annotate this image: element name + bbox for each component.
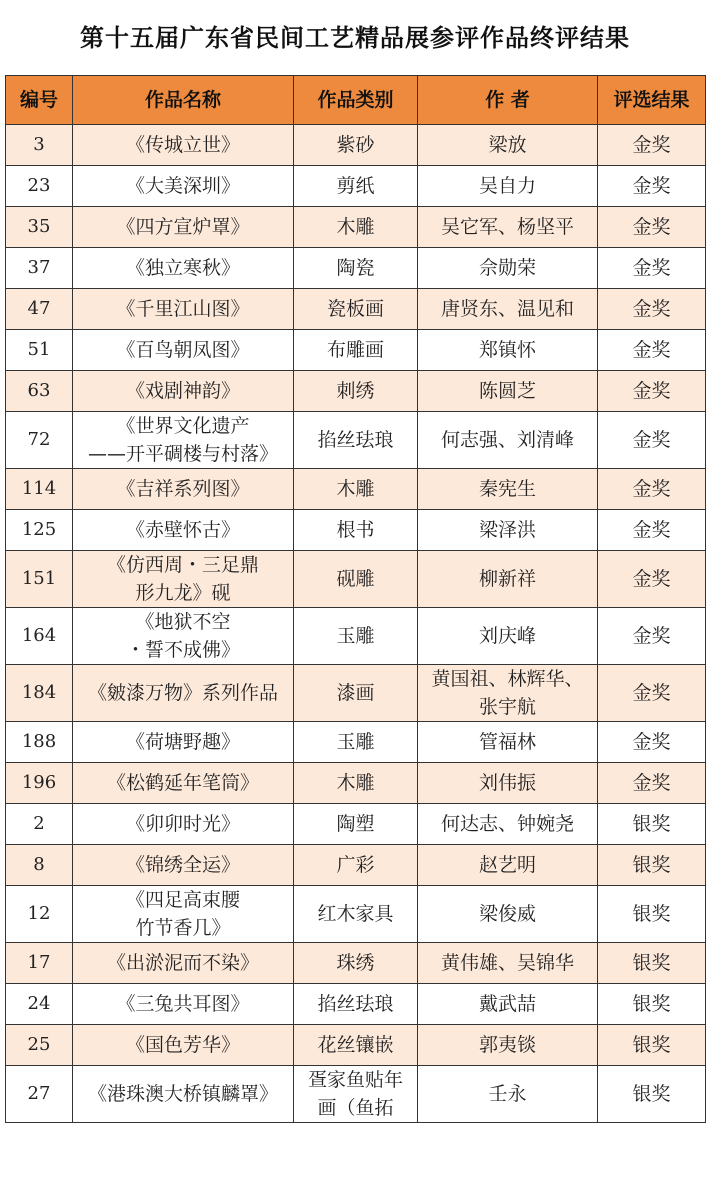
cell-category: [294, 330, 418, 371]
cell-number: 184: [6, 665, 73, 722]
cell-work-name-line: ・誓不成佛》: [125, 639, 240, 661]
table-row: [6, 330, 706, 371]
cell-category-line: 木雕: [336, 772, 375, 794]
cell-author-line: 赵艺明: [478, 854, 536, 876]
cell-work-name-line: 《戏剧神韵》: [125, 380, 240, 402]
cell-author: [418, 984, 598, 1025]
table-row: [6, 412, 706, 469]
cell-category-line: 玉雕: [336, 625, 375, 647]
cell-category: [294, 984, 418, 1025]
cell-author: [418, 1025, 598, 1066]
cell-author-line: 管福林: [478, 731, 536, 753]
table-body: [6, 125, 706, 1123]
column-header-author: 作 者: [418, 76, 598, 125]
cell-work-name: [73, 1066, 294, 1123]
cell-category-line: 瓷板画: [326, 298, 384, 320]
cell-work-name-line: 《世界文化遗产: [116, 415, 250, 437]
cell-result: 银奖: [598, 1025, 706, 1066]
cell-category-line: 画（鱼拓: [317, 1097, 394, 1119]
column-header-result: 评选结果: [598, 76, 706, 125]
cell-number: 2: [6, 804, 73, 845]
cell-author: [418, 469, 598, 510]
cell-author-line: 张宇航: [478, 696, 536, 718]
table-row: [6, 845, 706, 886]
cell-author: [418, 412, 598, 469]
cell-category-line: 疍家鱼贴年: [307, 1069, 403, 1091]
cell-work-name-line: 《三兔共耳图》: [116, 993, 250, 1015]
cell-result: 银奖: [598, 984, 706, 1025]
cell-author-line: 郭夷锬: [478, 1034, 536, 1056]
cell-work-name-line: 《传城立世》: [125, 134, 240, 156]
cell-category: [294, 1025, 418, 1066]
cell-category-line: 陶瓷: [336, 257, 375, 279]
column-header-number: 编号: [6, 76, 73, 125]
cell-author: [418, 125, 598, 166]
cell-work-name-line: 《千里江山图》: [116, 298, 250, 320]
table-row: [6, 207, 706, 248]
cell-work-name-line: ——开平碉楼与村落》: [87, 443, 278, 465]
results-table: [5, 75, 706, 1123]
cell-author: [418, 207, 598, 248]
table-header-row: [6, 76, 706, 125]
cell-number: 37: [6, 248, 73, 289]
cell-author-line: 梁放: [488, 134, 527, 156]
cell-number: 125: [6, 510, 73, 551]
cell-author-line: 何达志、钟婉尧: [440, 813, 574, 835]
cell-category: [294, 722, 418, 763]
table-row: [6, 510, 706, 551]
cell-work-name: [73, 207, 294, 248]
cell-category-line: 花丝镶嵌: [317, 1034, 394, 1056]
cell-author: [418, 608, 598, 665]
cell-work-name: [73, 1025, 294, 1066]
cell-author-line: 梁俊威: [478, 903, 536, 925]
cell-work-name-line: 《出淤泥而不染》: [106, 952, 259, 974]
cell-work-name-line: 竹节香几》: [135, 917, 231, 939]
table-row: [6, 804, 706, 845]
cell-work-name: [73, 330, 294, 371]
column-header-category: 作品类别: [294, 76, 418, 125]
cell-result: 银奖: [598, 1066, 706, 1123]
table-row: [6, 551, 706, 608]
cell-category-line: 紫砂: [336, 134, 375, 156]
cell-work-name: [73, 248, 294, 289]
cell-category: [294, 943, 418, 984]
cell-number: 63: [6, 371, 73, 412]
cell-author-line: 郑镇怀: [478, 339, 536, 361]
cell-result: 金奖: [598, 166, 706, 207]
table-row: [6, 248, 706, 289]
cell-author-line: 黄伟雄、吴锦华: [440, 952, 574, 974]
cell-author: [418, 248, 598, 289]
cell-category-line: 玉雕: [336, 731, 375, 753]
cell-category-line: 漆画: [336, 682, 375, 704]
table-row: [6, 763, 706, 804]
cell-work-name-line: 《四足高束腰: [125, 889, 240, 911]
cell-author-line: 秦宪生: [478, 478, 536, 500]
cell-category-line: 掐丝珐琅: [317, 993, 394, 1015]
cell-work-name-line: 《锦绣全运》: [125, 854, 240, 876]
cell-work-name-line: 《荷塘野趣》: [125, 731, 240, 753]
cell-author-line: 戴武喆: [478, 993, 536, 1015]
cell-work-name: [73, 289, 294, 330]
table-row: [6, 1066, 706, 1123]
cell-result: 金奖: [598, 469, 706, 510]
cell-number: 72: [6, 412, 73, 469]
cell-number: 164: [6, 608, 73, 665]
cell-author: [418, 845, 598, 886]
cell-author-line: 柳新祥: [478, 568, 536, 590]
cell-author: [418, 722, 598, 763]
cell-category-line: 布雕画: [326, 339, 384, 361]
cell-author-line: 刘庆峰: [478, 625, 536, 647]
cell-number: 24: [6, 984, 73, 1025]
cell-work-name: [73, 608, 294, 665]
cell-result: 银奖: [598, 845, 706, 886]
cell-category-line: 刺绣: [336, 380, 375, 402]
cell-category: [294, 207, 418, 248]
cell-result: 金奖: [598, 125, 706, 166]
cell-category: [294, 608, 418, 665]
cell-work-name: [73, 943, 294, 984]
cell-result: 银奖: [598, 804, 706, 845]
page-title: 第十五届广东省民间工艺精品展参评作品终评结果: [80, 23, 630, 52]
cell-number: 17: [6, 943, 73, 984]
cell-author: [418, 886, 598, 943]
cell-work-name-line: 《独立寒秋》: [125, 257, 240, 279]
column-header-work-name: 作品名称: [73, 76, 294, 125]
cell-category-line: 木雕: [336, 478, 375, 500]
cell-author: [418, 1066, 598, 1123]
cell-work-name-line: 《赤壁怀古》: [125, 519, 240, 541]
table-row: [6, 943, 706, 984]
cell-work-name-line: 《卯卯时光》: [125, 813, 240, 835]
cell-author-line: 壬永: [488, 1083, 527, 1105]
cell-result: 金奖: [598, 330, 706, 371]
table-row: [6, 166, 706, 207]
cell-result: 金奖: [598, 248, 706, 289]
cell-category: [294, 665, 418, 722]
cell-work-name: [73, 412, 294, 469]
cell-category-line: 珠绣: [336, 952, 375, 974]
cell-work-name-line: 形九龙》砚: [135, 582, 231, 604]
cell-author: [418, 371, 598, 412]
cell-category: [294, 886, 418, 943]
cell-work-name-line: 《港珠澳大桥镇麟罩》: [87, 1083, 278, 1105]
cell-category: [294, 125, 418, 166]
cell-category-line: 根书: [336, 519, 375, 541]
cell-work-name-line: 《国色芳华》: [125, 1034, 240, 1056]
cell-work-name: [73, 510, 294, 551]
cell-number: 8: [6, 845, 73, 886]
cell-work-name: [73, 763, 294, 804]
table-row: [6, 289, 706, 330]
cell-category: [294, 510, 418, 551]
cell-number: 151: [6, 551, 73, 608]
cell-work-name: [73, 886, 294, 943]
cell-category: [294, 551, 418, 608]
table-row: [6, 722, 706, 763]
table-row: [6, 125, 706, 166]
table-row: [6, 984, 706, 1025]
table-row: [6, 469, 706, 510]
cell-category: [294, 763, 418, 804]
cell-work-name: [73, 722, 294, 763]
cell-result: 金奖: [598, 371, 706, 412]
cell-result: 金奖: [598, 722, 706, 763]
cell-result: 银奖: [598, 886, 706, 943]
cell-author-line: 何志强、刘清峰: [440, 429, 574, 451]
cell-number: 23: [6, 166, 73, 207]
cell-number: 35: [6, 207, 73, 248]
cell-category: [294, 412, 418, 469]
cell-category-line: 陶塑: [336, 813, 375, 835]
cell-category-line: 砚雕: [336, 568, 375, 590]
cell-author: [418, 289, 598, 330]
cell-work-name: [73, 804, 294, 845]
cell-result: 金奖: [598, 207, 706, 248]
cell-author: [418, 763, 598, 804]
cell-number: 3: [6, 125, 73, 166]
cell-category-line: 广彩: [336, 854, 375, 876]
cell-author-line: 黄国祖、林辉华、: [431, 668, 584, 690]
cell-number: 25: [6, 1025, 73, 1066]
cell-result: 银奖: [598, 943, 706, 984]
cell-result: 金奖: [598, 608, 706, 665]
cell-work-name-line: 《地狱不空: [135, 611, 231, 633]
cell-category-line: 红木家具: [317, 903, 394, 925]
cell-work-name-line: 《仿西周・三足鼎: [106, 554, 259, 576]
cell-author: [418, 943, 598, 984]
cell-work-name: [73, 551, 294, 608]
cell-author-line: 刘伟振: [478, 772, 536, 794]
cell-category: [294, 804, 418, 845]
cell-number: 27: [6, 1066, 73, 1123]
cell-category: [294, 1066, 418, 1123]
cell-author-line: 梁泽洪: [478, 519, 536, 541]
cell-author: [418, 804, 598, 845]
table-row: [6, 665, 706, 722]
cell-work-name: [73, 371, 294, 412]
cell-work-name-line: 《大美深圳》: [125, 175, 240, 197]
cell-category: [294, 845, 418, 886]
cell-number: 51: [6, 330, 73, 371]
cell-author: [418, 510, 598, 551]
cell-category: [294, 166, 418, 207]
cell-work-name: [73, 469, 294, 510]
cell-work-name-line: 《松鹤延年笔筒》: [106, 772, 259, 794]
cell-work-name: [73, 665, 294, 722]
cell-number: 47: [6, 289, 73, 330]
table-row: [6, 1025, 706, 1066]
cell-category: [294, 289, 418, 330]
cell-author-line: 佘勋荣: [478, 257, 536, 279]
cell-category-line: 掐丝珐琅: [317, 429, 394, 451]
cell-author: [418, 665, 598, 722]
cell-author: [418, 330, 598, 371]
cell-result: 金奖: [598, 763, 706, 804]
cell-author-line: 吴它军、杨坚平: [440, 216, 574, 238]
table-row: [6, 371, 706, 412]
cell-category-line: 木雕: [336, 216, 375, 238]
cell-category: [294, 469, 418, 510]
table-row: [6, 608, 706, 665]
cell-number: 114: [6, 469, 73, 510]
cell-work-name-line: 《皴漆万物》系列作品: [87, 682, 278, 704]
cell-result: 金奖: [598, 665, 706, 722]
cell-work-name-line: 《吉祥系列图》: [116, 478, 250, 500]
cell-result: 金奖: [598, 289, 706, 330]
cell-author-line: 陈圆芝: [478, 380, 536, 402]
cell-work-name-line: 《四方宣炉罩》: [116, 216, 250, 238]
cell-number: 188: [6, 722, 73, 763]
cell-author-line: 吴自力: [478, 175, 536, 197]
cell-work-name: [73, 125, 294, 166]
cell-category: [294, 248, 418, 289]
cell-result: 金奖: [598, 510, 706, 551]
cell-number: 12: [6, 886, 73, 943]
cell-category-line: 剪纸: [336, 175, 375, 197]
cell-result: 金奖: [598, 412, 706, 469]
cell-work-name: [73, 166, 294, 207]
cell-work-name-line: 《百鸟朝凤图》: [116, 339, 250, 361]
table-row: [6, 886, 706, 943]
cell-category: [294, 371, 418, 412]
cell-work-name: [73, 845, 294, 886]
cell-work-name: [73, 984, 294, 1025]
cell-author: [418, 166, 598, 207]
cell-result: 金奖: [598, 551, 706, 608]
cell-author-line: 唐贤东、温见和: [440, 298, 574, 320]
cell-author: [418, 551, 598, 608]
cell-number: 196: [6, 763, 73, 804]
